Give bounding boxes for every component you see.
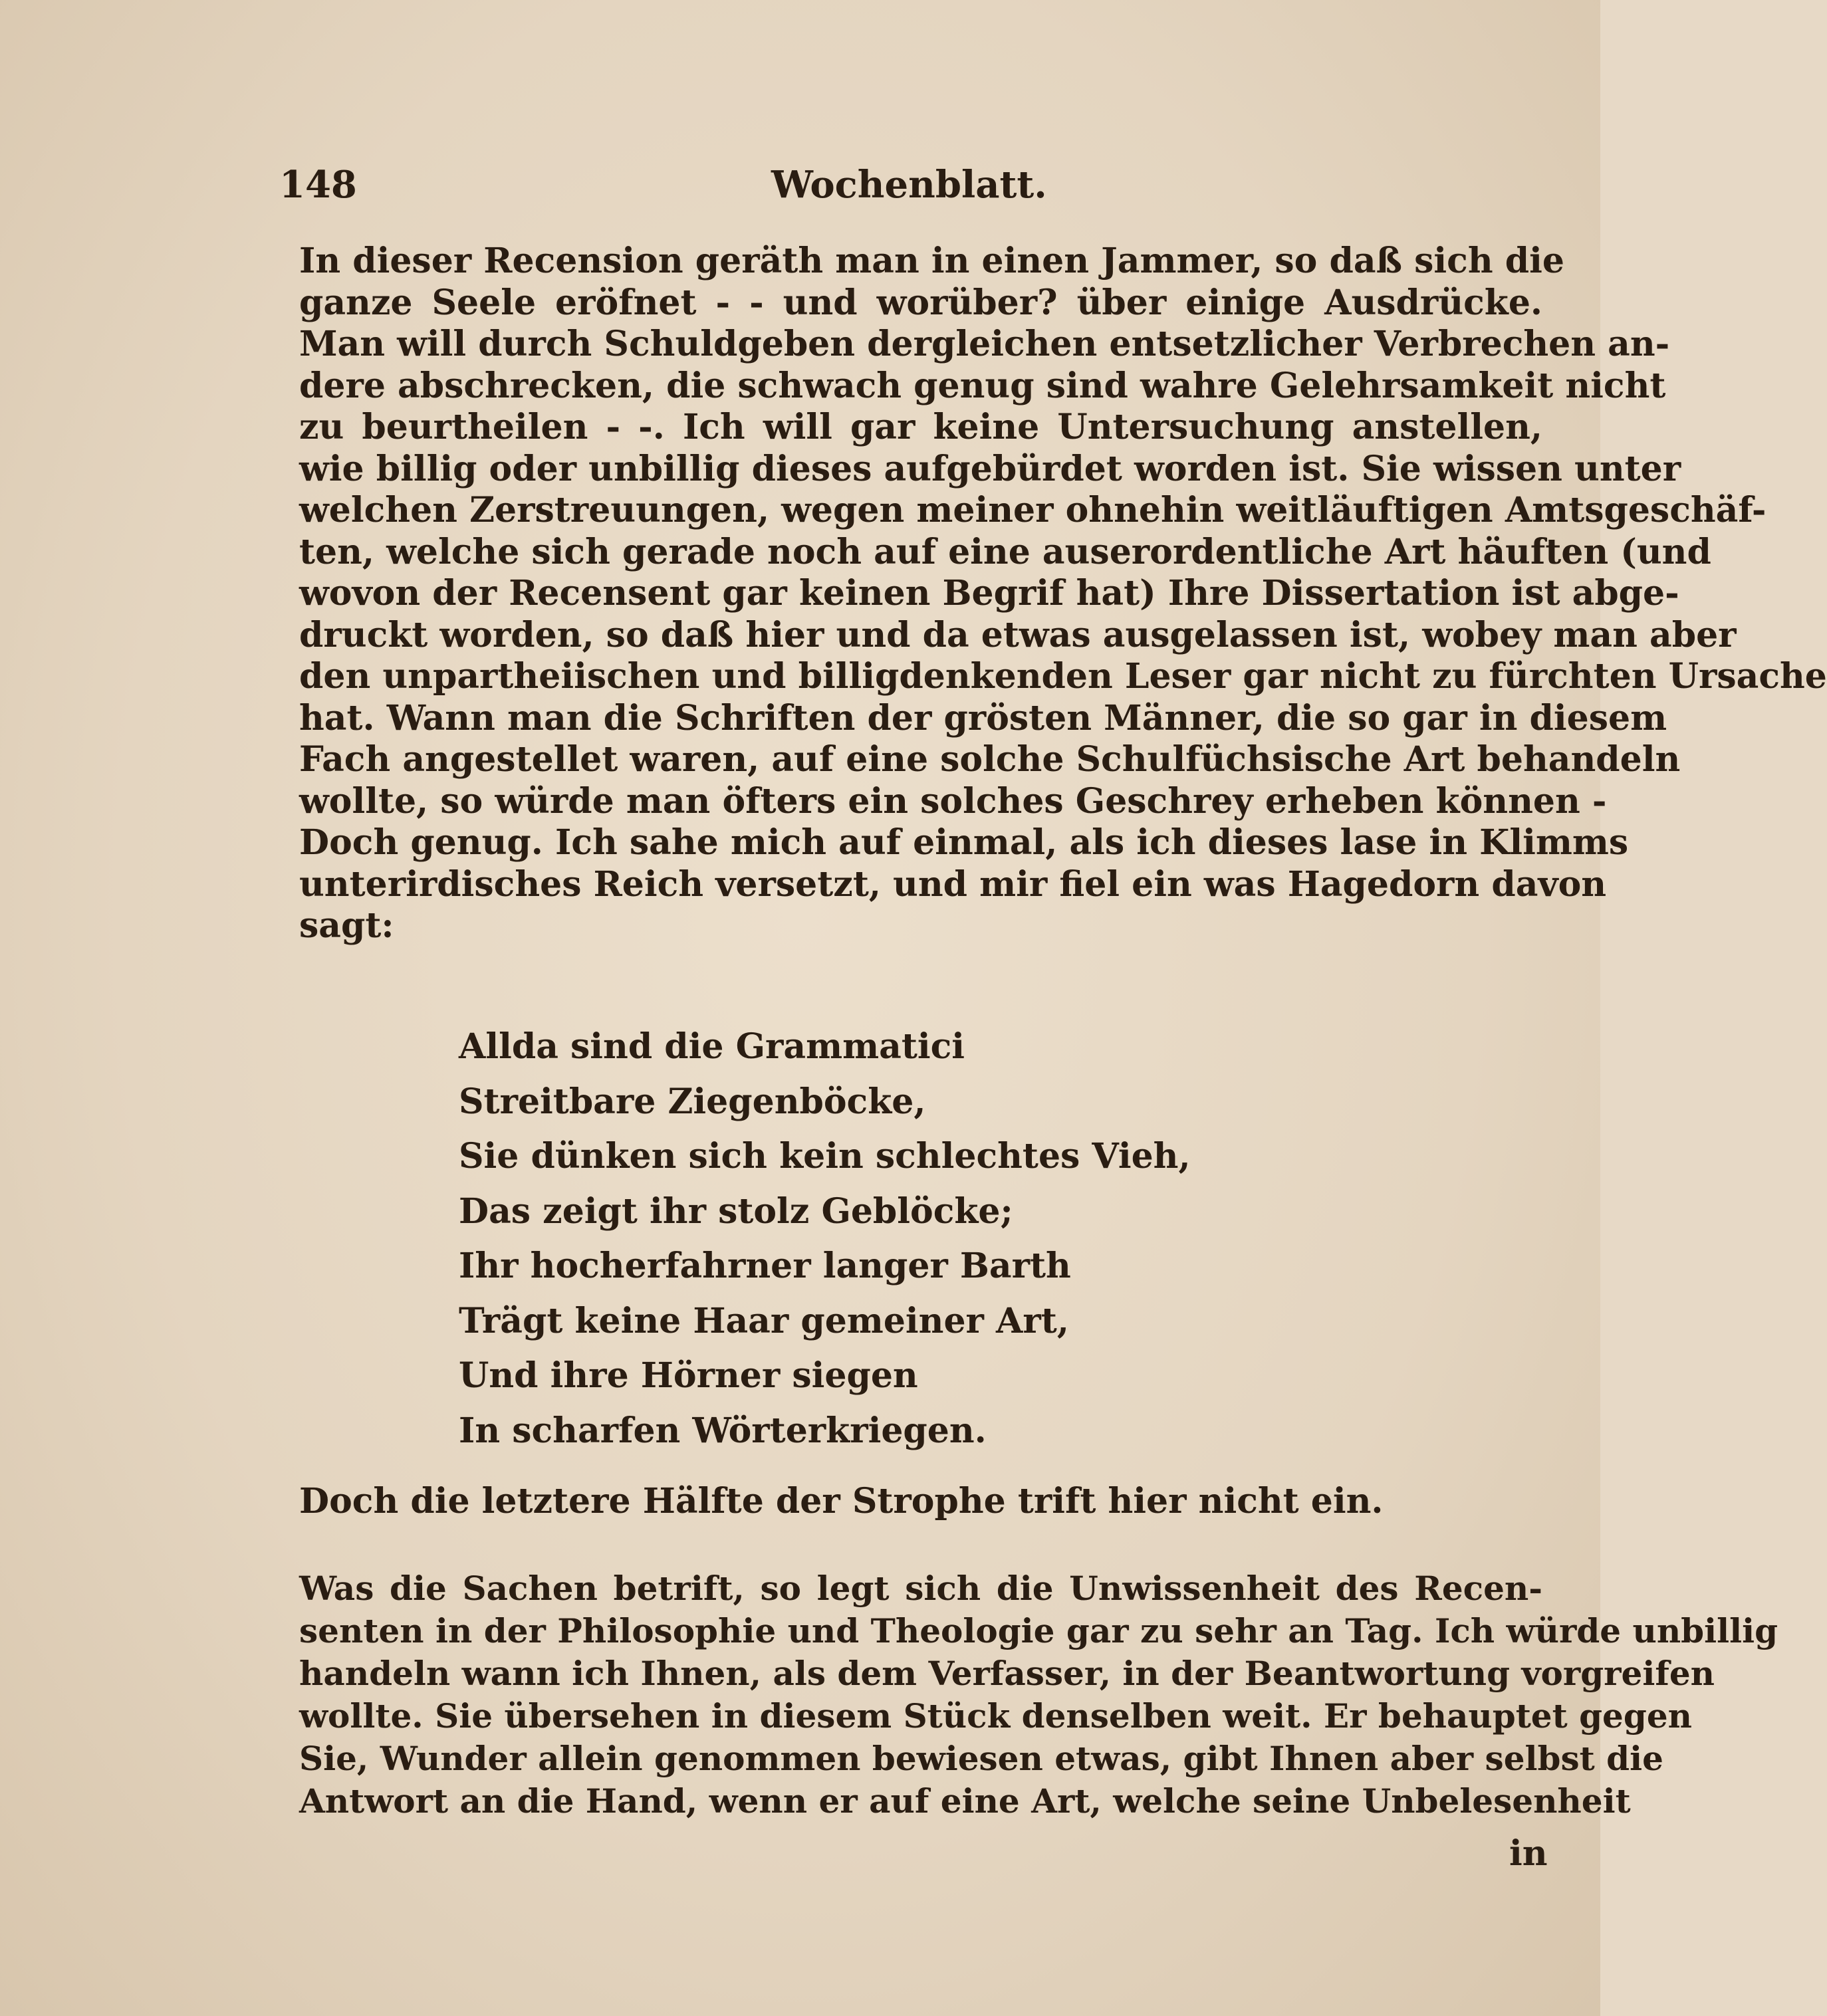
verse-line: Ihr hocherfahrner langer Barth	[459, 1246, 1071, 1286]
text-line: dere abschrecken, die schwach genug sind wahre Gelehrsamkeit nicht	[299, 365, 1666, 406]
text-line: sagt:	[299, 905, 394, 946]
text-line: Sie, Wunder allein genommen bewiesen etwas, gibt Ihnen aber selbst die	[299, 1739, 1663, 1778]
verse-line: Sie dünken sich kein schlechtes Vieh,	[459, 1136, 1191, 1176]
text-line: Was die Sachen betrift, so legt sich die Unwissenheit des Recen-	[299, 1569, 1542, 1608]
after-verse-line: Doch die letztere Hälfte der Strophe trift hier nicht ein.	[299, 1481, 1384, 1521]
verse-line: Das zeigt ihr stolz Geblöcke;	[459, 1190, 1013, 1232]
verse-line: In scharfen Wörterkriegen.	[459, 1410, 987, 1451]
catchword: in	[1509, 1833, 1548, 1874]
text-line: ganze Seele eröfnet - - und worüber? über einige Ausdrücke.	[299, 282, 1542, 323]
second-paragraph	[299, 1567, 1778, 1823]
verse-line: Allda sind die Grammatici	[459, 1026, 965, 1067]
text-line: unterirdisches Reich versetzt, und mir fiel ein was Hagedorn davon	[299, 863, 1607, 905]
text-line: wollte. Sie übersehen in diesem Stück denselben weit. Er behauptet gegen	[299, 1696, 1692, 1736]
text-line: Doch genug. Ich sahe mich auf einmal, als ich dieses lase in Klimms	[299, 822, 1629, 863]
body-paragraph	[299, 241, 1827, 947]
text-line: In dieser Recension geräth man in einen Jammer, so daß sich die	[299, 241, 1564, 281]
verse-line: Streitbare Ziegenböcke,	[459, 1081, 926, 1122]
text-line: wollte, so würde man öfters ein solches Geschrey erheben können -	[299, 780, 1607, 822]
text-line: den unpartheiischen und billigdenkenden Leser gar nicht zu fürchten Ursache	[299, 656, 1827, 697]
text-line: welchen Zerstreuungen, wegen meiner ohnehin weitläuftigen Amtsgeschäf-	[299, 490, 1766, 530]
text-line: wie billig oder unbillig dieses aufgebürdet worden ist. Sie wissen unter	[299, 448, 1681, 489]
text-line: handeln wann ich Ihnen, als dem Verfasser, in der Beantwortung vorgreifen	[299, 1654, 1715, 1693]
verse-line: Trägt keine Haar gemeiner Art,	[459, 1300, 1069, 1341]
text-line: hat. Wann man die Schriften der grösten Männer, die so gar in diesem	[299, 697, 1667, 738]
verse-line: Und ihre Hörner siegen	[459, 1355, 918, 1396]
running-head: Wochenblatt.	[771, 163, 1047, 207]
page-header	[279, 163, 1542, 216]
text-line: senten in der Philosophie und Theologie gar zu sehr an Tag. Ich würde unbillig	[299, 1611, 1778, 1650]
text-line: Antwort an die Hand, wenn er auf eine Art, welche seine Unbelesenheit	[299, 1781, 1631, 1821]
page-number: 148	[279, 163, 357, 207]
text-line: druckt worden, so daß hier und da etwas ausgelassen ist, wobey man aber	[299, 614, 1737, 655]
text-line: wovon der Recensent gar keinen Begrif hat) Ihre Dissertation ist abge-	[299, 573, 1679, 614]
text-line: ten, welche sich gerade noch auf eine auserordentliche Art häuften (und	[299, 531, 1711, 572]
verse-quotation	[459, 1020, 1257, 1458]
text-line: Fach angestellet waren, auf eine solche Schulfüchsische Art behandeln	[299, 739, 1681, 780]
text-line: Man will durch Schuldgeben dergleichen entsetzlicher Verbrechen an-	[299, 324, 1670, 364]
text-line: zu beurtheilen - -. Ich will gar keine Untersuchung anstellen,	[299, 407, 1542, 447]
